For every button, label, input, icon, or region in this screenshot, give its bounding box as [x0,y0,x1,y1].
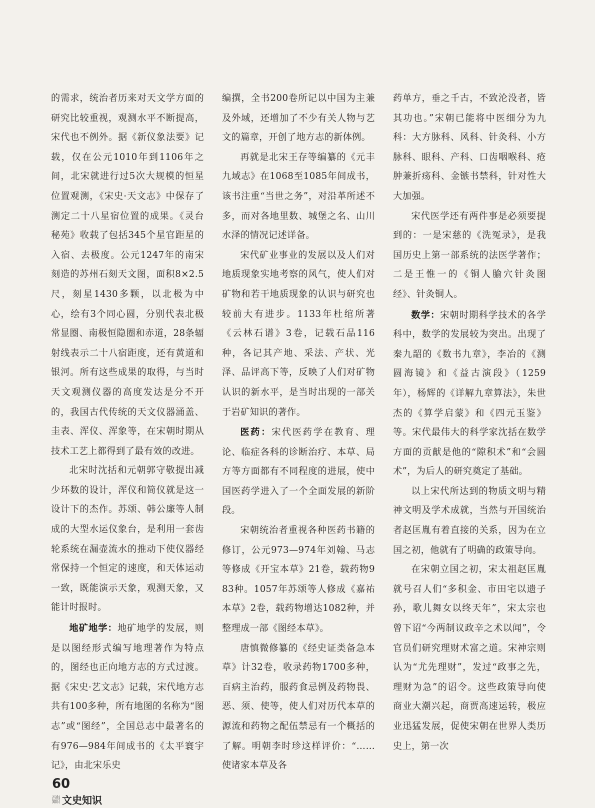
text-column-1 [51,90,204,777]
paragraph [393,561,546,757]
paragraph [222,149,375,247]
paragraph-text: 宋代医学还有两件事是必须要提到的：一是宋慈的《洗冤录》，是我国历史上第一部系统的法医学著作；二是王惟一的《铜人腧穴针灸图经》、针灸铜人。 [393,211,546,300]
paragraph [51,619,204,777]
paragraph [393,483,546,561]
paragraph-text: 宋代医药学在教育、理论、临症各科的诊断治疗、本草、局方等方面都有不同程度的进展，使中国医药学进入了一个全面发展的新阶段。 [222,428,375,517]
paragraph-text: 宋代矿业事业的发展以及人们对地质现象实地考察的风气，使人们对矿物和若干地质现象的认识与研究也较前大有进步。1133年杜绾所著《云林石谱》3卷，记载石品116种，各记其产地、采法、产状、光泽、品评高下等，反映了人们对矿物认识的新水平，是当时出现的一部关于岩矿知识的著作。 [222,250,375,418]
paragraph-text: 编撰，全书200卷所记以中国为主兼及外域，还增加了不少有关人物与艺文的篇章，开创了地方志的新体例。 [222,94,375,144]
paragraph-text: 北宋时沈括和元朝郭守敬提出减少环数的设计，浑仪和简仪就是这一设计下的杰作。苏颂、韩公廉等人制成的大型水运仪象台，是利用一套齿轮系统在漏壶流水的推动下使仪器经常保持一个恒定的速度，和天体运动一致，既能演示天象，观测天象，又能计时报时。 [51,466,204,614]
paragraph-text: 在宋朝立国之初，宋太祖赵匡胤就号召人们“多积金、市田宅以遗子孙，歌儿舞女以终天年”，宋太宗也曾下诏“今两制议政辛之术以闻”，令官员们研究理财术富之道。宋神宗则认为“尤先理财”，发过“政事之先，理财为急”的诏令。这些政策导向使商业大潮兴起，商贾高速运转，极应业迅猛发展，促使宋朝在世界人类历史上，第一次 [393,565,546,752]
section-heading: 医药： [240,427,272,439]
paragraph-text: 宋朝统治者重视各种医药书籍的修订，公元973—974年刘翰、马志等修成《开宝本草》21卷，载药物983种。1057年苏颂等人修成《嘉祐本草》2卷，载药物增达1082种，并整理成一部《图经本草》。 [222,526,375,635]
page-number: 60 [52,777,71,792]
paragraph [222,522,375,640]
paragraph-text: 宋朝时期科学技术的各学科中，数学的发展较为突出。出现了秦九韶的《数书九章》，李冶的《测圆海镜》和《益古演段》（1259年），杨辉的《详解九章算法》，朱世杰的《算学启蒙》和《四元玉鉴》等。宋代最伟大的科学家沈括在数学方面的贡献是他的“隙积术”和“会圆术”，为后人的研究奠定了基础。 [393,310,546,478]
magazine-small-text: 百科知识 [52,794,60,804]
section-heading: 地矿地学： [69,623,118,635]
magazine-logo [52,792,102,807]
paragraph [51,90,204,462]
paragraph [393,306,546,483]
paragraph [393,208,546,306]
paragraph [222,247,375,423]
magazine-title: 文史知识 [62,796,102,807]
paragraph-text: 唐慎微修纂的《经史证类备急本草》计32卷，收录药物1700多种，百病主治药，服药食忌例及药物畏、恶、须、使等，使人们对历代本草的源流和药物之配伍禁忌有一个概括的了解。明朝李时珍这样评价：“……使诸家本草及各 [222,643,375,772]
text-column-2 [222,90,375,777]
paragraph-text: 再就是北宋王存等编纂的《元丰九域志》在1068至1085年间成书，该书注重“当世之务”，对沿革所述不多，而对各地里数、城堡之名、山川水泽的情况记述详备。 [222,152,375,242]
section-heading: 数学： [411,309,441,321]
paragraph-text: 的需求，统治者历来对天文学方面的研究比较重视，观测水平不断提高，宋代也不例外。据《新仪象法要》记载，仅在公元1010年到1106年之间，北宋就进行过5次大规模的恒星位置观测，《宋史·天文志》中保存了测定二十八星宿位置的成果。《灵台秘苑》收载了包括345个星官距星的入宿、去极度。公元1247年的南宋刻造的苏州石刻天文图，面积8×2.5尺，刻星1430多颗，以北极为中心，绘有3个同心圆，分别代表北极常显圈、南极恒隐圈和赤道，28条辐射线表示二十八宿距度，还有黄道和银河。所有这些成果的取得，与当时天文观测仪器的高度发达是分不开的，我国古代传统的天文仪器涌盖、圭表、浑仪、浑象等，在宋朝时期从技术工艺上都得到了最有效的改进。 [51,94,204,457]
paragraph [393,90,546,208]
paragraph-text: 地矿地学的发展，则是以图经形式编写地理著作为特点的，图经也正向地方志的方式过渡。据《宋史·艺文志》记载，宋代地方志共有100多种，所有地图的名称为“图志”或“图经”，全国总志中最著名的有976—984年间成书的《太平寰宇记》，由北宋乐史 [51,624,204,772]
paragraph [222,423,375,522]
paragraph [222,90,375,149]
paragraph [51,462,204,619]
paragraph-text: 药单方，垂之千古，不致沦没者，皆其功也。”宋朝已能将中医细分为九科：大方脉科、风科、针灸科、小方脉科、眼科、产科、口齿咽喉科、疮肿兼折疡科、金镞书禁科，针对性大大加强。 [393,94,546,202]
paragraph [222,640,375,777]
paragraph-text: 以上宋代所达到的物质文明与精神文明及学术成就，当然与开国统治者赵匡胤有着直接的关系，因为在立国之初，他就有了明确的政策导向。 [393,486,546,556]
page-footer [52,778,102,807]
text-column-3 [393,90,546,757]
